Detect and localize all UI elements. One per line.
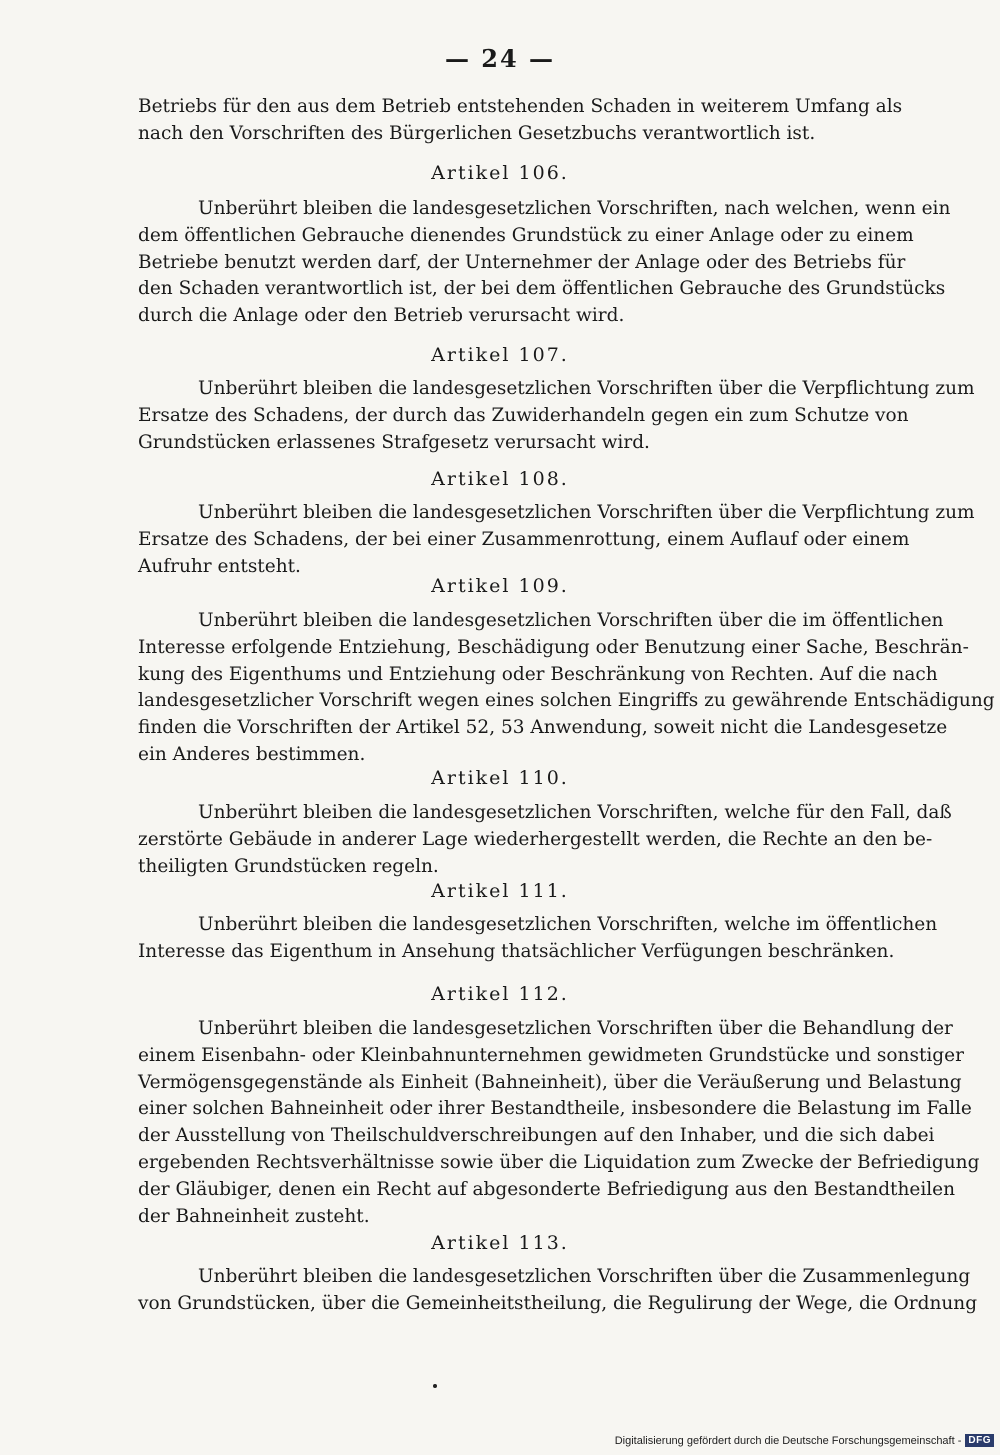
- text-line: den Schaden verantwortlich ist, der bei dem öffentlichen Gebrauche des Grundstücks: [138, 278, 946, 300]
- text-line: Interesse erfolgende Entziehung, Beschädigung oder Benutzung einer Sache, Beschrän-: [138, 636, 969, 658]
- text-line: Unberührt bleiben die landesgesetzlichen Vorschriften über die Zusammenlegung: [198, 1266, 971, 1287]
- footer-text: Digitalisierung gefördert durch die Deutsche Forschungsgemeinschaft -: [614, 1434, 962, 1447]
- footer-credit: [615, 1434, 994, 1447]
- text-line: der Ausstellung von Theilschuldverschreibungen auf den Inhaber, und die sich dabei: [138, 1125, 935, 1147]
- paragraph: [138, 376, 975, 456]
- text-line: Interesse das Eigenthum in Ansehung thatsächlicher Verfügungen beschränken.: [138, 940, 895, 962]
- paragraph: [138, 1264, 978, 1318]
- article-heading: Artikel 110.: [431, 767, 569, 789]
- text-line: dem öffentlichen Gebrauche dienendes Grundstück zu einer Anlage oder zu einem: [138, 224, 914, 246]
- paragraph: [138, 912, 938, 966]
- text-line: kung des Eigenthums und Entziehung oder Beschränkung von Rechten. Auf die nach: [138, 663, 938, 685]
- text-line: Unberührt bleiben die landesgesetzlichen Vorschriften über die Verpflichtung zum: [198, 378, 975, 399]
- text-line: theiligten Grundstücken regeln.: [138, 855, 439, 877]
- text-line: Vermögensgegenstände als Einheit (Bahneinheit), über die Veräußerung und Belastung: [138, 1071, 962, 1093]
- text-line: Unberührt bleiben die landesgesetzlichen Vorschriften über die im öffentlichen: [198, 610, 944, 631]
- text-line: Unberührt bleiben die landesgesetzlichen Vorschriften, nach welchen, wenn ein: [198, 198, 951, 219]
- text-line: Betriebs für den aus dem Betrieb entstehenden Schaden in weiterem Umfang als: [138, 96, 903, 117]
- text-line: der Bahneinheit zusteht.: [138, 1205, 370, 1227]
- paragraph: [138, 196, 951, 330]
- article-heading: Artikel 109.: [431, 575, 569, 597]
- article-heading: Artikel 112.: [431, 983, 569, 1005]
- text-line: nach den Vorschriften des Bürgerlichen Gesetzbuchs verantwortlich ist.: [138, 122, 816, 144]
- text-line: einem Eisenbahn- oder Kleinbahnunternehmen gewidmeten Grundstücke und sonstiger: [138, 1044, 964, 1066]
- text-line: Unberührt bleiben die landesgesetzlichen Vorschriften über die Verpflichtung zum: [198, 502, 975, 523]
- text-line: Betriebe benutzt werden darf, der Unternehmer der Anlage oder des Betriebs für: [138, 251, 906, 273]
- text-line: einer solchen Bahneinheit oder ihrer Bestandtheile, insbesondere die Belastung im Falle: [138, 1098, 972, 1120]
- text-line: Grundstücken erlassenes Strafgesetz verursacht wird.: [138, 431, 650, 453]
- text-line: finden die Vorschriften der Artikel 52, 53 Anwendung, soweit nicht die Landesgesetze: [138, 717, 948, 739]
- text-line: ein Anderes bestimmen.: [138, 743, 366, 765]
- text-line: Aufruhr entsteht.: [138, 555, 301, 577]
- article-heading: Artikel 111.: [431, 880, 569, 902]
- article-heading: Artikel 113.: [431, 1232, 569, 1254]
- text-line: Unberührt bleiben die landesgesetzlichen Vorschriften über die Behandlung der: [198, 1018, 953, 1039]
- text-line: zerstörte Gebäude in anderer Lage wiederhergestellt werden, die Rechte an den be-: [138, 828, 933, 850]
- text-line: ergebenden Rechtsverhältnisse sowie über die Liquidation zum Zwecke der Befriedigung: [138, 1151, 980, 1173]
- page-number: — 24 —: [444, 44, 556, 73]
- article-heading: Artikel 106.: [431, 162, 569, 184]
- paragraph: [138, 94, 903, 148]
- text-line: der Gläubiger, denen ein Recht auf abgesonderte Befriedigung aus den Bestandtheilen: [138, 1178, 956, 1200]
- text-line: Unberührt bleiben die landesgesetzlichen Vorschriften, welche im öffentlichen: [198, 914, 938, 935]
- text-line: von Grundstücken, über die Gemeinheitstheilung, die Regulirung der Wege, die Ordnung: [138, 1292, 978, 1314]
- ink-speck: [433, 1384, 437, 1388]
- dfg-logo: DFG: [965, 1434, 994, 1447]
- text-line: durch die Anlage oder den Betrieb verursacht wird.: [138, 305, 625, 327]
- paragraph: [138, 1016, 980, 1230]
- paragraph: [138, 800, 952, 880]
- text-line: Unberührt bleiben die landesgesetzlichen Vorschriften, welche für den Fall, daß: [198, 802, 952, 823]
- article-heading: Artikel 107.: [431, 344, 569, 366]
- text-line: Ersatze des Schadens, der durch das Zuwiderhandeln gegen ein zum Schutze von: [138, 404, 909, 426]
- text-line: landesgesetzlicher Vorschrift wegen eines solchen Eingriffs zu gewährende Entschädigung: [138, 690, 995, 712]
- article-heading: Artikel 108.: [431, 468, 569, 490]
- paragraph: [138, 608, 995, 769]
- paragraph: [138, 500, 975, 580]
- text-line: Ersatze des Schadens, der bei einer Zusammenrottung, einem Auflauf oder einem: [138, 528, 910, 550]
